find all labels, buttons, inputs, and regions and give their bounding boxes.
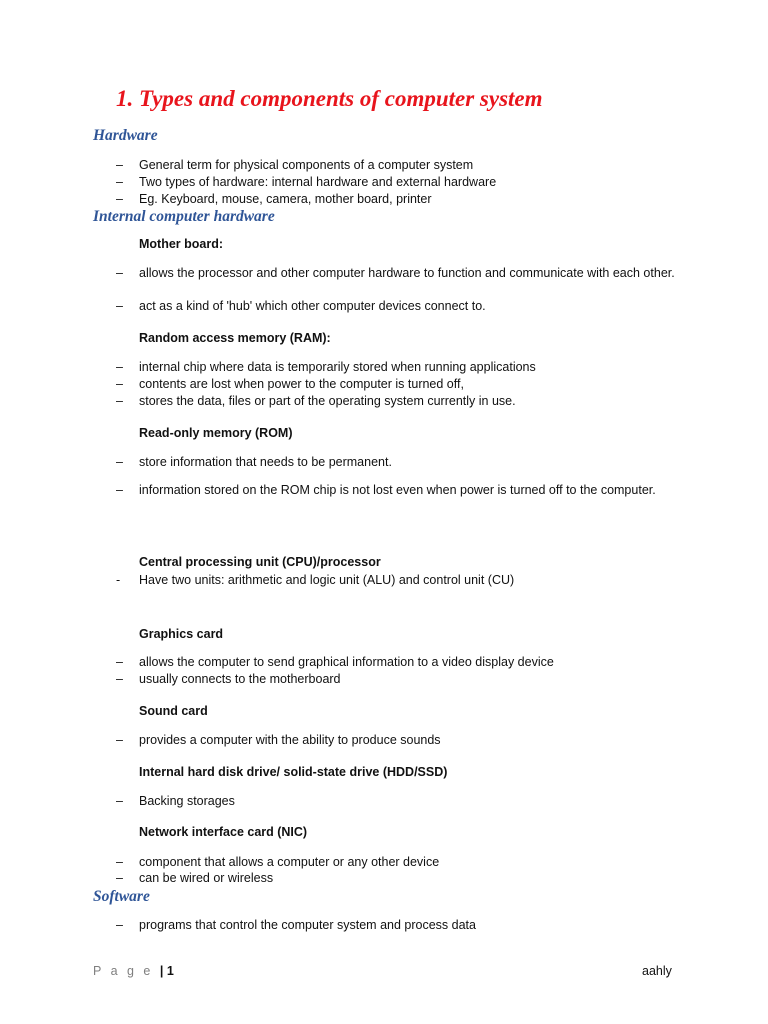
page-footer-number [93, 964, 174, 978]
bullet-dash: – [116, 655, 123, 669]
subheading-motherboard: Mother board: [139, 237, 224, 251]
bullet-dash: – [116, 299, 123, 313]
list-item [116, 671, 676, 688]
list-item [116, 854, 676, 871]
page-label: P a g e [93, 964, 154, 978]
bullet-dash: – [116, 158, 123, 172]
bullet-dash: – [116, 483, 123, 497]
bullet-dash: – [116, 360, 123, 374]
bullet-dash: – [116, 377, 123, 391]
bullet-dash: – [116, 871, 123, 885]
bullet-dash: – [116, 672, 123, 686]
subheading-hdd-ssd: Internal hard disk drive/ solid-state drive (HDD/SSD) [139, 765, 448, 779]
list-item [116, 870, 676, 887]
bullet-hyphen: - [116, 573, 121, 587]
list-item [116, 298, 676, 315]
list-item-text: store information that needs to be permanent. [139, 455, 392, 469]
list-item-text: stores the data, files or part of the operating system currently in use. [139, 394, 516, 408]
list-item [116, 732, 676, 749]
subheading-cpu: Central processing unit (CPU)/processor [139, 555, 381, 569]
subheading-ram: Random access memory (RAM): [139, 331, 331, 345]
list-item [116, 393, 676, 410]
list-item [116, 359, 676, 376]
list-item [116, 654, 676, 671]
list-item-text: Two types of hardware: internal hardware and external hardware [139, 175, 497, 189]
list-item [116, 482, 676, 499]
subheading-sound-card: Sound card [139, 704, 208, 718]
list-item [116, 265, 676, 282]
bullet-dash: – [116, 455, 123, 469]
list-item-text: can be wired or wireless [139, 871, 274, 885]
list-item [116, 917, 676, 934]
list-item-text: component that allows a computer or any other device [139, 855, 440, 869]
page-title: 1. Types and components of computer system [116, 86, 543, 111]
list-item-text: usually connects to the motherboard [139, 672, 341, 686]
list-item-text: programs that control the computer system and process data [139, 918, 476, 932]
list-item [116, 572, 676, 589]
footer-author: aahly [642, 964, 672, 978]
list-item-text: allows the computer to send graphical information to a video display device [139, 655, 554, 669]
list-item-text: Have two units: arithmetic and logic unit (ALU) and control unit (CU) [139, 573, 515, 587]
bullet-dash: – [116, 394, 123, 408]
bullet-dash: – [116, 175, 123, 189]
bullet-dash: – [116, 855, 123, 869]
bullet-dash: – [116, 794, 123, 808]
list-item-text: provides a computer with the ability to produce sounds [139, 733, 441, 747]
bullet-dash: – [116, 733, 123, 747]
list-item [116, 191, 676, 208]
page-separator: | [159, 964, 164, 978]
list-item [116, 376, 676, 393]
list-item [116, 454, 676, 471]
list-item-text: contents are lost when power to the computer is turned off, [139, 377, 464, 391]
list-item-text: allows the processor and other computer hardware to function and communicate with each other. [139, 266, 675, 280]
bullet-dash: – [116, 266, 123, 280]
page-number: 1 [166, 964, 174, 978]
list-item-text: internal chip where data is temporarily stored when running applications [139, 360, 536, 374]
subheading-rom: Read-only memory (ROM) [139, 426, 293, 440]
subheading-nic: Network interface card (NIC) [139, 825, 308, 839]
bullet-dash: – [116, 918, 123, 932]
list-item [116, 174, 676, 191]
list-item-text: Backing storages [139, 794, 235, 808]
list-item-text: Eg. Keyboard, mouse, camera, mother board, printer [139, 192, 432, 206]
heading-software: Software [93, 888, 150, 905]
list-item-text: General term for physical components of a computer system [139, 158, 474, 172]
list-item [116, 157, 676, 174]
bullet-dash: – [116, 192, 123, 206]
heading-hardware: Hardware [93, 127, 158, 144]
list-item-text: act as a kind of 'hub' which other computer devices connect to. [139, 299, 486, 313]
list-item-text: information stored on the ROM chip is not lost even when power is turned off to the computer. [139, 483, 656, 497]
subheading-graphics-card: Graphics card [139, 627, 224, 641]
heading-internal-hardware: Internal computer hardware [93, 208, 275, 225]
list-item [116, 793, 676, 810]
